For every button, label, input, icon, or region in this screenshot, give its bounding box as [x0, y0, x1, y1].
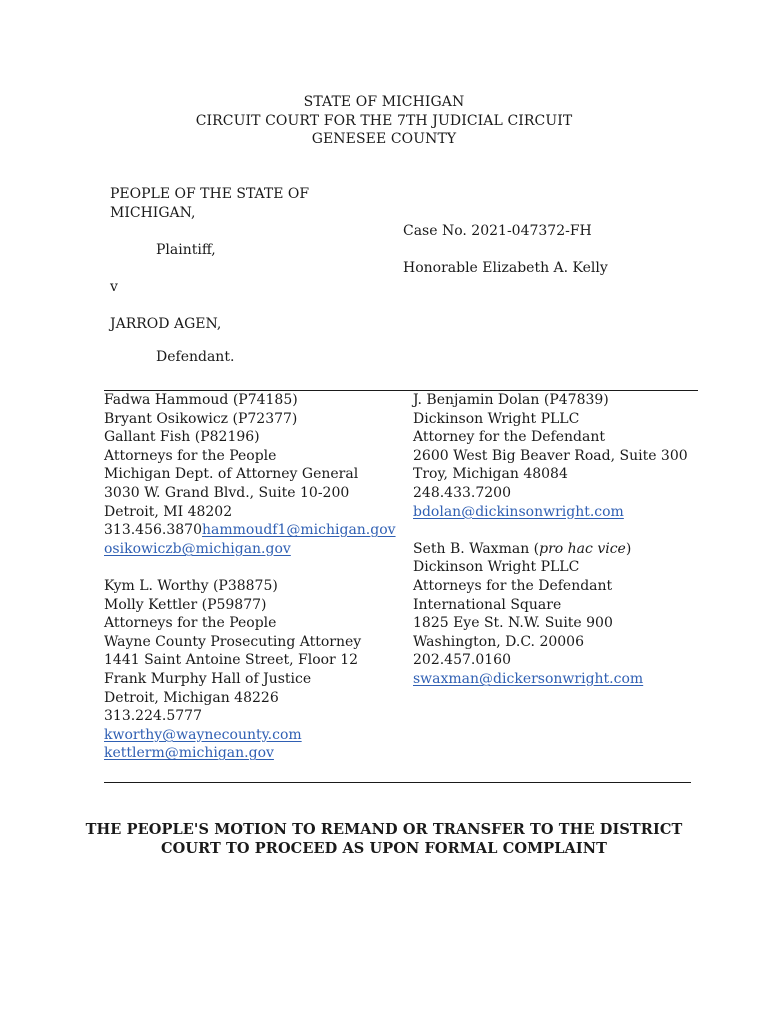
defense-counsel-block [413, 391, 713, 689]
address-line: Detroit, Michigan 48226 [104, 689, 279, 706]
attorney-role: Attorney for the Defendant [413, 429, 605, 446]
defendant-name: JARROD AGEN, [110, 316, 222, 333]
versus-label: v [110, 278, 118, 295]
caption-divider-bottom [104, 782, 691, 783]
prosecution-counsel-block [104, 391, 404, 763]
court-county: GENESEE COUNTY [311, 131, 457, 147]
address-line: 1825 Eye St. N.W. Suite 900 [413, 615, 613, 632]
phone-number: 313.456.3870 [104, 522, 202, 539]
attorney-name: Molly Kettler (P59877) [104, 596, 267, 613]
attorney-name: Bryant Osikowicz (P72377) [104, 410, 298, 427]
attorney-name: Gallant Fish (P82196) [104, 429, 260, 446]
phone-email-line [104, 521, 404, 540]
address-line: 2600 West Big Beaver Road, Suite 300 [413, 447, 688, 464]
attorney-name [413, 540, 713, 559]
address-line: Detroit, MI 48202 [104, 503, 233, 520]
email-link[interactable]: bdolan@dickinsonwright.com [413, 503, 624, 520]
email-link[interactable]: kettlerm@michigan.gov [104, 745, 274, 762]
motion-title-line1: THE PEOPLE'S MOTION TO REMAND OR TRANSFER TO THE DISTRICT [85, 821, 683, 838]
motion-title-line2: COURT TO PROCEED AS UPON FORMAL COMPLAINT [160, 840, 608, 857]
law-firm: Dickinson Wright PLLC [413, 559, 580, 576]
attorney-role: Attorneys for the People [104, 447, 277, 464]
plaintiff-name-line1: PEOPLE OF THE STATE OF [110, 186, 310, 202]
phone-number: 313.224.5777 [104, 708, 202, 725]
judge-name: Honorable Elizabeth A. Kelly [403, 260, 608, 277]
attorney-name: Fadwa Hammoud (P74185) [104, 392, 298, 408]
attorney-role: Attorneys for the People [104, 615, 277, 632]
law-firm: Dickinson Wright PLLC [413, 410, 580, 427]
case-number: Case No. 2021-047372-FH [403, 223, 592, 239]
attorney-office: Wayne County Prosecuting Attorney [104, 633, 362, 650]
phone-number: 248.433.7200 [413, 484, 511, 501]
address-line: Frank Murphy Hall of Justice [104, 670, 312, 687]
attorney-name: J. Benjamin Dolan (P47839) [413, 392, 609, 408]
email-link[interactable]: kworthy@waynecounty.com [104, 726, 302, 743]
address-line: Washington, D.C. 20006 [413, 633, 584, 650]
case-caption-parties [110, 185, 350, 367]
attorney-name-text: Seth B. Waxman ( [413, 540, 540, 557]
attorney-name-close: ) [625, 540, 632, 557]
court-name: CIRCUIT COURT FOR THE 7TH JUDICIAL CIRCUIT [195, 112, 573, 129]
attorney-office: Michigan Dept. of Attorney General [104, 466, 359, 483]
address-line: 1441 Saint Antoine Street, Floor 12 [104, 652, 359, 669]
email-link[interactable]: hammoudf1@michigan.gov [201, 522, 396, 539]
attorney-role: Attorneys for the Defendant [413, 577, 613, 594]
defendant-role: Defendant. [156, 349, 235, 366]
pro-hac-vice-note: pro hac vice [539, 540, 626, 557]
court-state: STATE OF MICHIGAN [303, 94, 465, 110]
address-line: 3030 W. Grand Blvd., Suite 10-200 [104, 484, 350, 501]
email-link[interactable]: osikowiczb@michigan.gov [104, 540, 291, 557]
case-caption-details [403, 222, 723, 278]
plaintiff-role: Plaintiff, [156, 241, 216, 258]
address-line: Troy, Michigan 48084 [413, 466, 568, 483]
email-link[interactable]: swaxman@dickersonwright.com [413, 670, 644, 687]
address-line: International Square [413, 596, 562, 613]
phone-number: 202.457.0160 [413, 652, 511, 669]
court-header [0, 93, 768, 149]
plaintiff-name-line2: MICHIGAN, [110, 204, 196, 221]
attorney-name: Kym L. Worthy (P38875) [104, 577, 278, 594]
motion-title [0, 820, 768, 858]
